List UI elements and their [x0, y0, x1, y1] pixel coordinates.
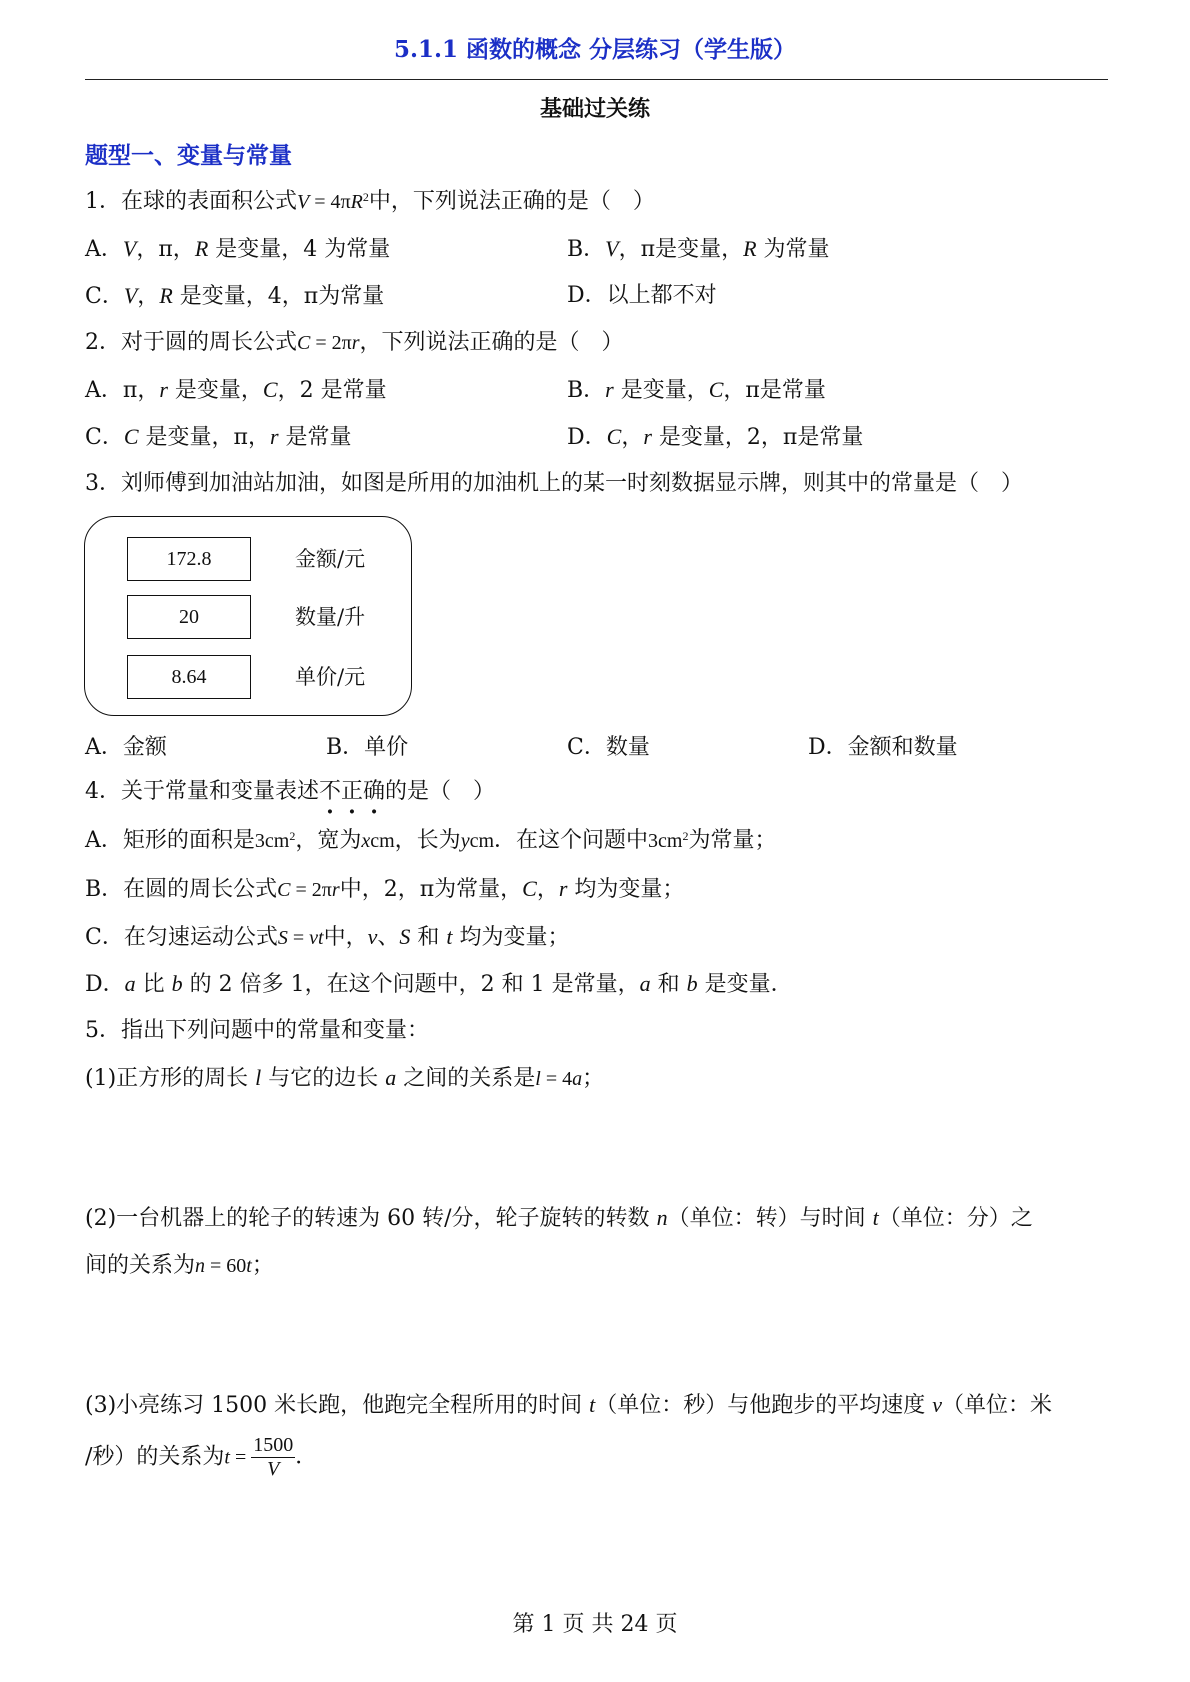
q5-stem: 5．指出下列问题中的常量和变量：	[85, 1018, 429, 1043]
q1-option-d[interactable]: D．以上都不对	[567, 283, 717, 308]
q1-stem: 1．在球的表面积公式$V = 4\pi R^2$中，下列说法正确的是（ ）	[85, 189, 655, 214]
fraction-1500-over-v: $\frac{1500}{V}$	[253, 1434, 294, 1480]
q3-stem: 3．刘师傅到加油站加油，如图是所用的加油机上的某一时刻数据显示牌，则其中的常量是（ ）	[85, 471, 1024, 496]
quantity-label: 数量/升	[295, 605, 366, 629]
q2-option-d[interactable]: D．C，r 是变量，2，π是常量	[567, 424, 864, 450]
page-footer: 第 1 页 共 24 页	[512, 1612, 678, 1637]
unit-price-value: 8.64	[127, 655, 251, 699]
q1-option-a[interactable]: A．V，π，R 是变量，4 为常量	[85, 236, 391, 262]
q4-option-c[interactable]: C．在匀速运动公式S = vt中，v、S 和 t 均为变量；	[85, 924, 570, 950]
q4-stem: 4．关于常量和变量表述不正确的是（ ）	[85, 779, 496, 804]
q4-option-b[interactable]: B．在圆的周长公式C = 2πr中，2，π为常量，C，r 均为变量；	[85, 876, 685, 902]
q1-option-c[interactable]: C．V，R 是变量，4，π为常量	[85, 283, 385, 309]
q3-option-d[interactable]: D．金额和数量	[808, 735, 958, 760]
topic-heading: 题型一、变量与常量	[85, 142, 292, 169]
unit-price-label: 单价/元	[295, 665, 366, 689]
amount-value: 172.8	[127, 537, 251, 581]
q5-part-3-line-1: (3)小亮练习 1500 米长跑，他跑完全程所用的时间 t（单位：秒）与他跑步的平均速度 v（单位：米	[85, 1392, 1053, 1418]
header-rule	[85, 79, 1108, 80]
q5-part-2-line-2: 间的关系为n = 60t；	[85, 1253, 274, 1278]
q5-part-3-line-2: /秒）的关系为t = $\frac{1500}{V}$ ．	[85, 1434, 318, 1480]
quantity-value: 20	[127, 595, 251, 639]
q2-option-a[interactable]: A．π，r 是变量，C，2 是常量	[85, 377, 387, 403]
q2-option-b[interactable]: B．r 是变量，C，π是常量	[567, 377, 826, 403]
amount-label: 金额/元	[295, 547, 366, 571]
q4-option-a[interactable]: A．矩形的面积是$3cm^2$，宽为xcm，长为ycm．在这个问题中$3cm^2$为常量；	[85, 828, 777, 853]
section-title: 基础过关练	[539, 96, 650, 122]
fuel-pump-display	[84, 516, 412, 716]
q4-option-d[interactable]: D．a 比 b 的 2 倍多 1，在这个问题中，2 和 1 是常量，a 和 b 是变量．	[85, 971, 793, 997]
q3-option-a[interactable]: A．金额	[85, 735, 167, 760]
q4-emphasis: 不正确	[319, 779, 386, 804]
document-title: 5.1.1 函数的概念 分层练习（学生版）	[393, 36, 797, 63]
q3-option-b[interactable]: B．单价	[326, 735, 409, 760]
q2-stem: 2．对于圆的周长公式C = 2πr，下列说法正确的是（ ）	[85, 330, 624, 355]
q2-option-c[interactable]: C．C 是变量，π，r 是常量	[85, 424, 352, 450]
q3-option-c[interactable]: C．数量	[567, 735, 650, 760]
q1-option-b[interactable]: B．V，π是变量，R 为常量	[567, 236, 830, 262]
q5-part-1: (1)正方形的周长 l 与它的边长 a 之间的关系是l = 4a；	[85, 1065, 605, 1091]
q5-part-2-line-1: (2)一台机器上的轮子的转速为 60 转/分，轮子旋转的转数 n（单位：转）与时间 t（单位：分）之	[85, 1205, 1033, 1231]
